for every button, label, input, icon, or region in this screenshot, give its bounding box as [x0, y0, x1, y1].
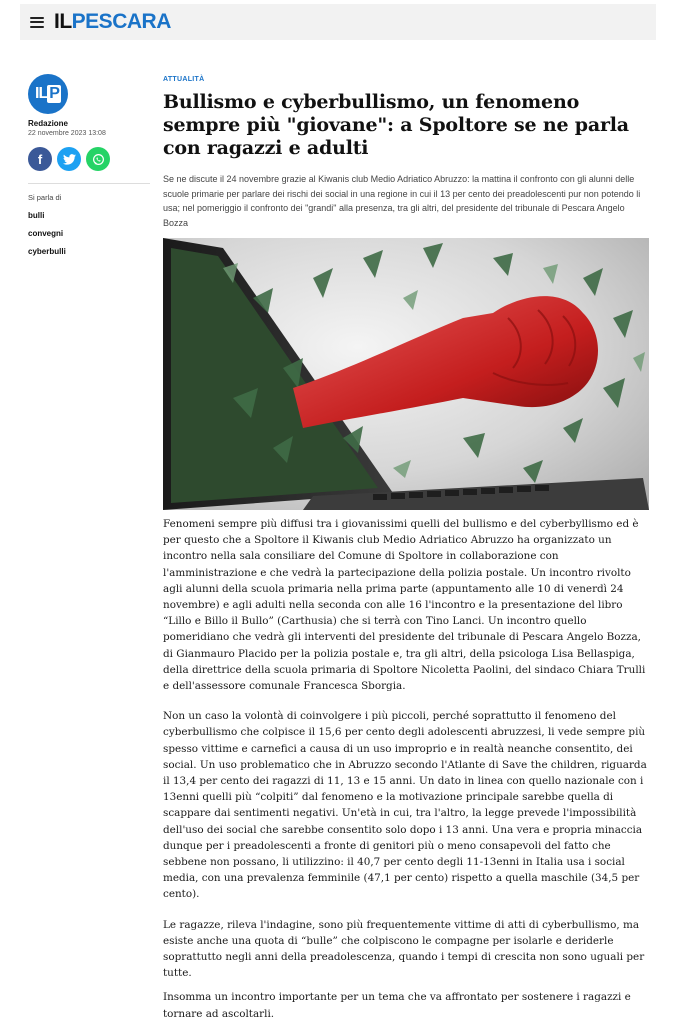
- fist-through-laptop-illustration: [163, 238, 649, 510]
- article-sidebar: [28, 74, 150, 256]
- logo-city: PESCARA: [71, 10, 171, 33]
- article-lead: Se ne discute il 24 novembre grazie al Kiwanis club Medio Adriatico Abruzzo: la mattina il confronto con gli alunni delle scuole primarie per parlare dei rischi dei social in una regione in cui il 13 per cento dei preadolescenti pur non potendo li usa; nel pomeriggio il confronto dei "grandi" alla presenza, tra gli altri, del presidente del tribunale di Pescara Angelo Bozza: [163, 174, 641, 228]
- facebook-icon: f: [37, 151, 43, 167]
- author-avatar[interactable]: [28, 74, 68, 114]
- tags-title: Si parla di: [28, 193, 62, 202]
- article-category[interactable]: ATTUALITÀ: [163, 76, 205, 83]
- hamburger-icon[interactable]: [30, 17, 44, 28]
- whatsapp-share-button[interactable]: [86, 147, 110, 171]
- article-title: Bullismo e cyberbullismo, un fenomeno sempre più "giovane": a Spoltore se ne parla con ragazzi e adulti: [163, 91, 629, 159]
- tag-link[interactable]: cyberbulli: [28, 247, 66, 256]
- avatar-logo-mark: IL P: [35, 85, 59, 102]
- article-paragraph: Le ragazze, rileva l'indagine, sono più frequentemente vittime di atti di cyberbullismo, ma esiste anche una quota di “bulle” che colpiscono le compagne per isolarle e deriderle soprattutto negli anni della preadolescenza, quando i tempi di crescita non sono uguali per tutte.: [163, 918, 645, 980]
- whatsapp-icon: [92, 153, 105, 166]
- article-main: [163, 76, 651, 1024]
- share-buttons: [28, 147, 150, 171]
- twitter-icon: [63, 154, 76, 165]
- article-paragraph: Insomma un incontro importante per un tema che va affrontato per sostenere i ragazzi e tornare ad ascoltarli.: [163, 991, 631, 1020]
- twitter-share-button[interactable]: [57, 147, 81, 171]
- sidebar-divider: [28, 183, 150, 184]
- author-name[interactable]: Redazione: [28, 119, 69, 128]
- tag-link[interactable]: bulli: [28, 211, 45, 220]
- article-paragraph: Fenomeni sempre più diffusi tra i giovanissimi quelli del bullismo e del cyberbyllismo ed è per questo che a Spoltore il Kiwanis club Medio Adriatico Abruzzo ha organizzato un incontro nella sala consiliare del Comune di Spoltore in collaborazione con l'amministrazione e che vedrà la partecipazione della polizia postale. Un incontro rivolto agli alunni della scuola primaria nella prima parte (appuntamento alle 10 di venerdì 24 novembre) e agli adulti nella seconda con alle 16 l'incontro e la presentazione del libro “Lillo e Billo il Bullo” (Carthusia) che si terrà con Tino Lanci. Un incontro quello pomeridiano che vedrà gli interventi del presidente del tribunale di Pescara Angelo Bozza, di Gianmauro Placido per la polizia postale e, tra gli altri, della psicologa Lisa Bellaspiga, della direttrice della scuola primaria di Spoltore Nicoletta Paolini, del sindaco Chiara Trulli e dell'assessore comunale Francesca Sborgia.: [163, 518, 646, 693]
- article-body: [163, 516, 651, 1022]
- logo-prefix: IL: [54, 10, 72, 33]
- tag-link[interactable]: convegni: [28, 229, 64, 238]
- article-hero-image: [163, 238, 649, 510]
- site-header: [20, 4, 656, 40]
- publish-date: 22 novembre 2023 13:08: [28, 130, 106, 137]
- site-logo[interactable]: [54, 10, 171, 34]
- article-paragraph: Non un caso la volontà di coinvolgere i più piccoli, perché soprattutto il fenomeno del cyberbullismo che colpisce il 15,6 per cento degli adolescenti abruzzesi, li vede sempre più spesso vittime e carnefici a causa di un uso improprio e in realtà neanche consentito, dei social. Un uso problematico che in Abruzzo secondo l'Atlante di Save the children, riguarda il 13,4 per cento dei ragazzi di 11, 13 e 15 anni. Un dato in linea con quello nazionale con i 13enni quelli più “colpiti” dal fenomeno e la motivazione principale sarebbe quella di scappare dai sentimenti negativi. Un'età in cui, tra l'altro, la legge prevede l'impossibilità dell'uso dei social che sarebbe consentito solo dopo i 13 anni. Una vera e propria minaccia dunque per i preadolescenti a fronte di genitori più o meno consapevoli del fatto che sebbene non possano, li utilizzino: il 40,7 per cento degli 11-13enni in Italia usa i social media, con una prevalenza femminile (47,1 per cento) rispetto a quella maschile (34,5 per cento).: [163, 710, 647, 901]
- facebook-share-button[interactable]: [28, 147, 52, 171]
